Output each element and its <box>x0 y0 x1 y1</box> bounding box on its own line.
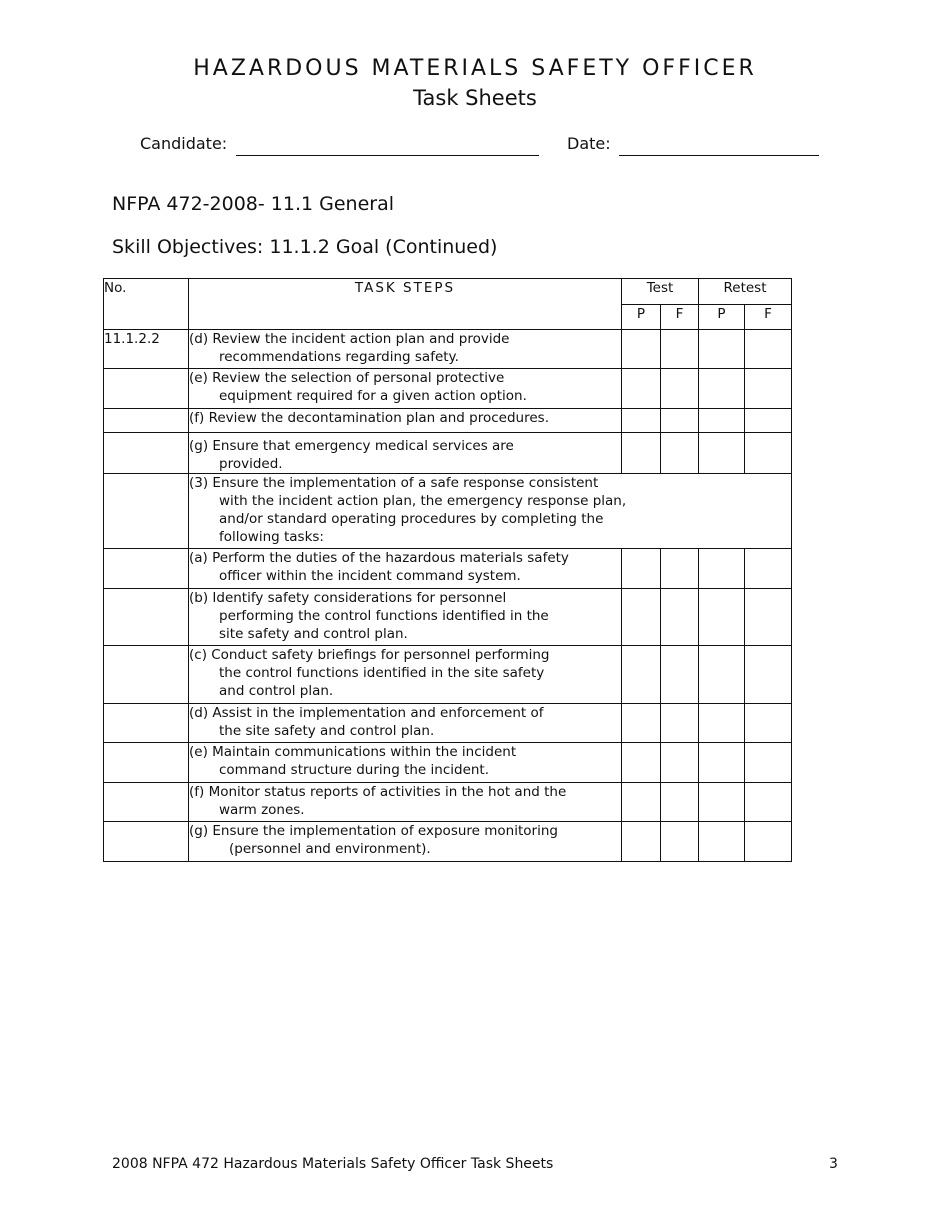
task-step <box>189 646 622 704</box>
task-step <box>189 704 622 743</box>
task-step-line: and/or standard operating procedures by completing the <box>219 511 604 527</box>
page-subtitle: Task Sheets <box>413 86 537 110</box>
standard-heading: NFPA 472-2008- 11.1 General <box>112 193 395 215</box>
test-pass-cell[interactable] <box>622 743 661 783</box>
test-fail-cell[interactable] <box>661 409 699 433</box>
task-step <box>189 783 622 822</box>
header-retest-pass: P <box>699 305 745 330</box>
test-fail-cell[interactable] <box>661 433 699 474</box>
row-number <box>104 704 189 743</box>
retest-pass-cell[interactable] <box>699 743 745 783</box>
test-pass-cell[interactable] <box>622 409 661 433</box>
task-step-line: (g) Ensure the implementation of exposure monitoring <box>189 823 558 839</box>
page-number: 3 <box>829 1156 838 1172</box>
task-step-line: officer within the incident command system. <box>219 568 521 584</box>
task-step-line: equipment required for a given action option. <box>219 388 527 404</box>
retest-pass-cell[interactable] <box>699 646 745 704</box>
table-row <box>104 474 792 549</box>
table-row <box>104 743 792 783</box>
table-row <box>104 409 792 433</box>
task-step-line: (f) Review the decontamination plan and procedures. <box>189 410 549 426</box>
task-step-line: command structure during the incident. <box>219 762 490 778</box>
test-pass-cell[interactable] <box>622 433 661 474</box>
retest-fail-cell[interactable] <box>745 743 792 783</box>
task-step-line: (3) Ensure the implementation of a safe response consistent <box>189 475 599 491</box>
retest-pass-cell[interactable] <box>699 589 745 646</box>
table-row <box>104 589 792 646</box>
task-step-line: (d) Review the incident action plan and provide <box>189 331 510 347</box>
task-step <box>189 409 622 433</box>
row-number <box>104 783 189 822</box>
test-pass-cell[interactable] <box>622 822 661 862</box>
date-field[interactable] <box>619 155 819 156</box>
retest-fail-cell[interactable] <box>745 704 792 743</box>
task-step-line: following tasks: <box>219 529 324 545</box>
header-test: Test <box>622 279 699 305</box>
candidate-label: Candidate: <box>140 134 228 153</box>
retest-pass-cell[interactable] <box>699 369 745 409</box>
row-number <box>104 646 189 704</box>
task-step-line: (d) Assist in the implementation and enforcement of <box>189 705 544 721</box>
task-step-line: warm zones. <box>219 802 305 818</box>
task-step-line: performing the control functions identified in the <box>219 608 549 624</box>
test-fail-cell[interactable] <box>661 646 699 704</box>
test-fail-cell[interactable] <box>661 589 699 646</box>
table-row <box>104 433 792 474</box>
objective-heading: Skill Objectives: 11.1.2 Goal (Continued) <box>112 236 498 258</box>
retest-fail-cell[interactable] <box>745 783 792 822</box>
table-row <box>104 783 792 822</box>
test-fail-cell[interactable] <box>661 822 699 862</box>
test-pass-cell[interactable] <box>622 330 661 369</box>
test-fail-cell[interactable] <box>661 369 699 409</box>
task-step-line: (a) Perform the duties of the hazardous materials safety <box>189 550 569 566</box>
footer-text: 2008 NFPA 472 Hazardous Materials Safety Officer Task Sheets <box>112 1156 554 1172</box>
row-number <box>104 822 189 862</box>
test-pass-cell[interactable] <box>622 369 661 409</box>
task-step-line: the control functions identified in the site safety <box>219 665 545 681</box>
test-fail-cell[interactable] <box>661 330 699 369</box>
row-number <box>104 409 189 433</box>
table-row <box>104 646 792 704</box>
row-number <box>104 474 189 549</box>
retest-fail-cell[interactable] <box>745 433 792 474</box>
task-step-line: the site safety and control plan. <box>219 723 435 739</box>
task-step <box>189 743 622 783</box>
retest-pass-cell[interactable] <box>699 704 745 743</box>
date-label: Date: <box>567 134 611 153</box>
retest-fail-cell[interactable] <box>745 330 792 369</box>
header-no: No. <box>104 279 189 330</box>
task-step-line: and control plan. <box>219 683 334 699</box>
task-step <box>189 433 622 474</box>
test-pass-cell[interactable] <box>622 549 661 589</box>
task-step-group <box>189 474 792 549</box>
row-number <box>104 433 189 474</box>
retest-pass-cell[interactable] <box>699 330 745 369</box>
task-step-line: (personnel and environment). <box>229 841 431 857</box>
task-step-line: (c) Conduct safety briefings for personnel performing <box>189 647 550 663</box>
row-number <box>104 549 189 589</box>
candidate-field[interactable] <box>236 155 539 156</box>
retest-pass-cell[interactable] <box>699 433 745 474</box>
task-step-line: (f) Monitor status reports of activities in the hot and the <box>189 784 567 800</box>
test-pass-cell[interactable] <box>622 589 661 646</box>
retest-fail-cell[interactable] <box>745 549 792 589</box>
row-number <box>104 743 189 783</box>
task-step-line: provided. <box>219 456 283 472</box>
task-step <box>189 369 622 409</box>
retest-pass-cell[interactable] <box>699 549 745 589</box>
test-fail-cell[interactable] <box>661 549 699 589</box>
task-table <box>103 278 792 862</box>
header-test-fail: F <box>661 305 699 330</box>
header-retest: Retest <box>699 279 792 305</box>
retest-pass-cell[interactable] <box>699 409 745 433</box>
retest-fail-cell[interactable] <box>745 589 792 646</box>
test-pass-cell[interactable] <box>622 704 661 743</box>
table-row <box>104 330 792 369</box>
retest-fail-cell[interactable] <box>745 369 792 409</box>
task-step-line: (g) Ensure that emergency medical services are <box>189 438 514 454</box>
table-row <box>104 549 792 589</box>
retest-pass-cell[interactable] <box>699 822 745 862</box>
header-test-pass: P <box>622 305 661 330</box>
page-title: HAZARDOUS MATERIALS SAFETY OFFICER <box>193 56 757 81</box>
task-step-line: (e) Maintain communications within the incident <box>189 744 517 760</box>
task-step <box>189 589 622 646</box>
test-pass-cell[interactable] <box>622 646 661 704</box>
task-step-line: (e) Review the selection of personal protective <box>189 370 505 386</box>
test-pass-cell[interactable] <box>622 783 661 822</box>
test-fail-cell[interactable] <box>661 743 699 783</box>
table-row <box>104 704 792 743</box>
task-step <box>189 330 622 369</box>
row-number <box>104 589 189 646</box>
task-step <box>189 822 622 862</box>
table-row <box>104 369 792 409</box>
table-row <box>104 822 792 862</box>
header-retest-fail: F <box>745 305 792 330</box>
row-number: 11.1.2.2 <box>104 330 189 369</box>
header-task-steps: TASK STEPS <box>189 279 622 330</box>
row-number <box>104 369 189 409</box>
test-fail-cell[interactable] <box>661 783 699 822</box>
retest-pass-cell[interactable] <box>699 783 745 822</box>
retest-fail-cell[interactable] <box>745 822 792 862</box>
task-step-line: site safety and control plan. <box>219 626 408 642</box>
table-header-row <box>104 279 792 305</box>
task-step-line: recommendations regarding safety. <box>219 349 459 365</box>
task-step-line: (b) Identify safety considerations for personnel <box>189 590 507 606</box>
retest-fail-cell[interactable] <box>745 409 792 433</box>
retest-fail-cell[interactable] <box>745 646 792 704</box>
test-fail-cell[interactable] <box>661 704 699 743</box>
task-step <box>189 549 622 589</box>
task-step-line: with the incident action plan, the emergency response plan, <box>219 493 627 509</box>
